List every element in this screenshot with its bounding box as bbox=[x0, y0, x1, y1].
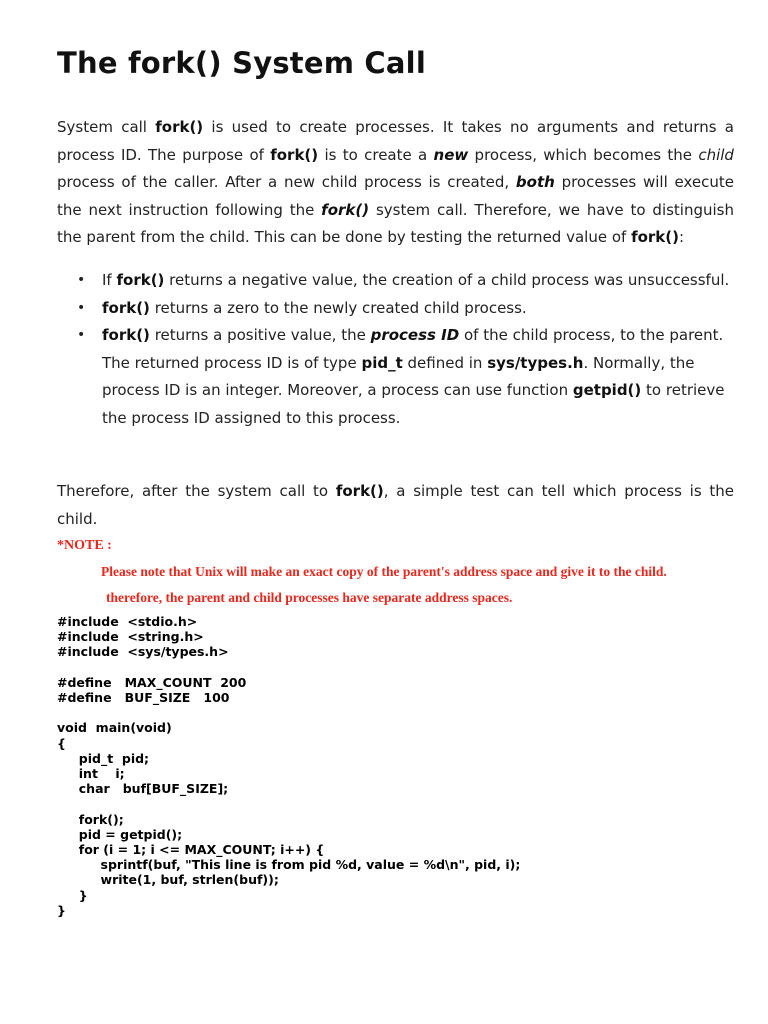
emphasis-term: fork() bbox=[321, 200, 370, 219]
list-item bbox=[57, 322, 734, 432]
text-run: , a simple test can tell which process is the child. bbox=[57, 482, 734, 528]
code-term: fork() bbox=[631, 228, 679, 247]
text-run: returns a positive value, the bbox=[149, 326, 371, 345]
code-listing: #include <stdio.h> #include <string.h> #include <sys/types.h> #define MAX_COUNT 200 #define BUF_SIZE 100 void main(void) { pid_t pid; int i; char buf[BUF_SIZE]; fork(); pid = getpid(); for (i = 1; i <= MAX_COUNT; i++) { sprintf(buf, "This line is from pid %d, value = %d\n", pid, i); write(1, buf, strlen(buf)); } } bbox=[57, 614, 521, 918]
emphasis-term: new bbox=[433, 145, 469, 164]
text-run: defined in bbox=[402, 353, 488, 372]
list-item bbox=[57, 295, 734, 323]
code-term: fork() bbox=[335, 482, 384, 500]
text-run: Therefore, after the system call to bbox=[57, 482, 336, 500]
text-run: of the child process, to the parent. The returned process ID is of type bbox=[102, 326, 724, 372]
text-run: . Normally, the process ID is an integer. Moreover, a process can use function bbox=[102, 353, 695, 400]
code-term: pid_t bbox=[361, 353, 403, 372]
summary-paragraph bbox=[57, 478, 734, 533]
text-run: is used to create processes. It takes no arguments and returns a process ID. The purpose of bbox=[57, 118, 734, 164]
text-run: processes will execute the next instruction following the bbox=[57, 173, 734, 219]
code-term: fork() bbox=[270, 145, 319, 164]
code-term: fork() bbox=[116, 271, 165, 289]
text-run: returns a zero to the newly created child process. bbox=[149, 298, 527, 317]
list-item bbox=[57, 267, 734, 295]
intro-paragraph bbox=[57, 114, 734, 252]
code-term: sys/types.h bbox=[487, 353, 584, 372]
code-term: fork() bbox=[155, 118, 204, 136]
emphasis-term: process ID bbox=[370, 326, 460, 345]
text-run: system call. Therefore, we have to distinguish the parent from the child. This can be done by testing the returned value of bbox=[57, 200, 734, 247]
note-line: therefore, the parent and child processes have separate address spaces. bbox=[106, 590, 513, 605]
emphasis-term: both bbox=[515, 173, 555, 192]
text-run: System call bbox=[57, 118, 156, 136]
page-title: The fork() System Call bbox=[57, 46, 426, 80]
text-run: If bbox=[102, 271, 117, 289]
note-heading: *NOTE : bbox=[57, 538, 112, 553]
text-run: : bbox=[678, 228, 685, 247]
code-term: getpid() bbox=[572, 381, 642, 400]
note-line: Please note that Unix will make an exact copy of the parent's address space and give it to the child. bbox=[101, 564, 667, 579]
code-term: fork() bbox=[102, 326, 150, 345]
text-run: returns a negative value, the creation of a child process was unsuccessful. bbox=[164, 271, 730, 289]
return-value-list bbox=[57, 267, 734, 433]
text-run: is to create a bbox=[318, 145, 434, 164]
emphasis-term: child bbox=[698, 145, 734, 164]
text-run: to retrieve the process ID assigned to this process. bbox=[102, 381, 725, 427]
text-run: process, which becomes the bbox=[468, 145, 699, 164]
text-run: process of the caller. After a new child process is created, bbox=[57, 173, 516, 192]
code-term: fork() bbox=[102, 298, 150, 317]
